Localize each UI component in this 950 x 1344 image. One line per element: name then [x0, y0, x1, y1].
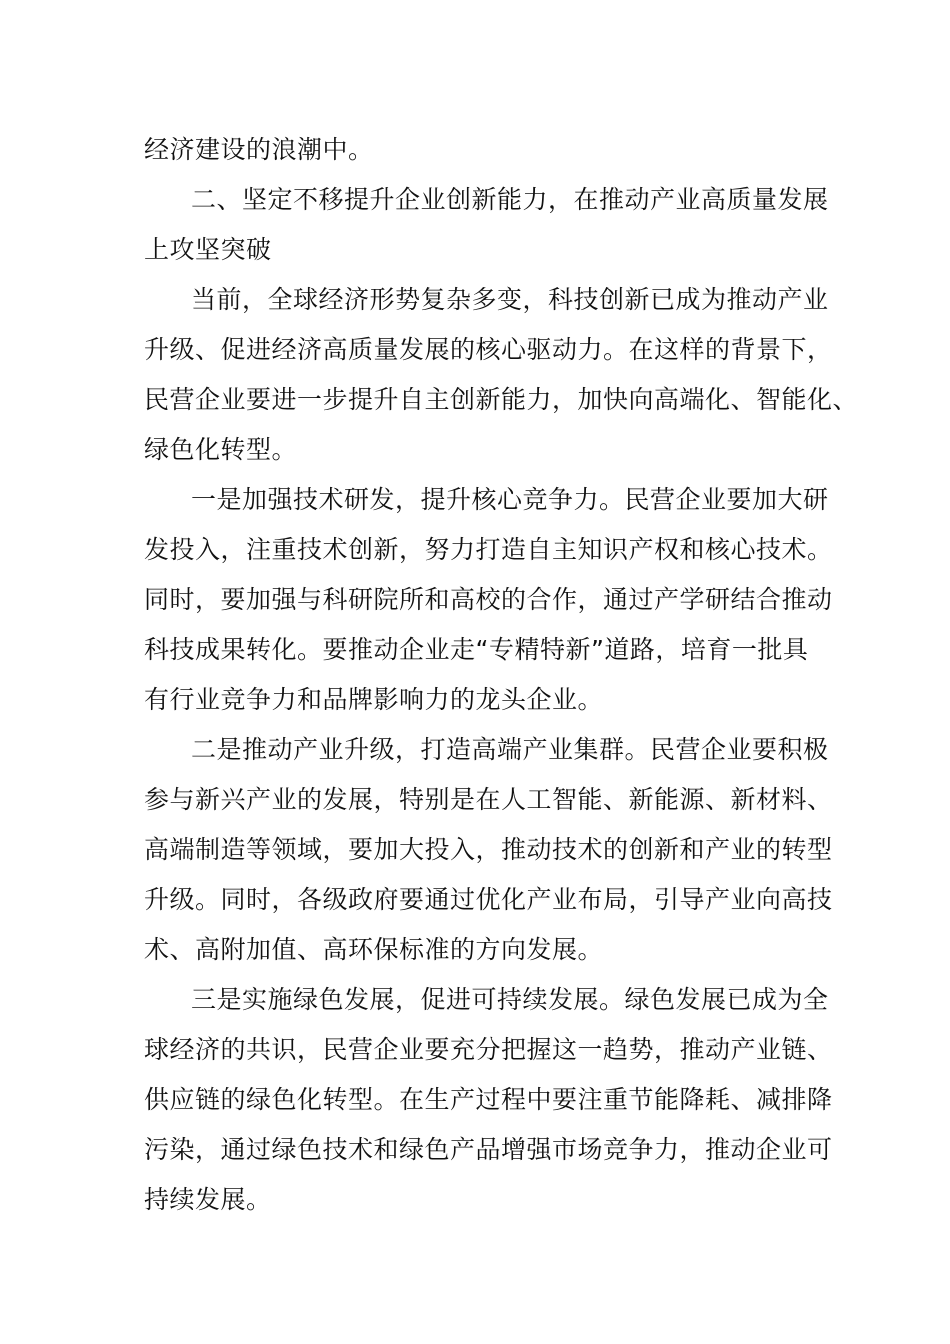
text-line: 有行业竞争力和品牌影响力的龙头企业。: [144, 685, 604, 714]
section-heading-line: 二、坚定不移提升企业创新能力，在推动产业高质量发展: [191, 185, 829, 214]
text-line: 科技成果转化。要推动企业走“专精特新”道路，培育一批具: [144, 635, 809, 664]
text-line: 经济建设的浪潮中。: [144, 135, 374, 164]
text-line: 二是推动产业升级，打造高端产业集群。民营企业要积极: [191, 735, 829, 764]
text-line: 污染，通过绿色技术和绿色产品增强市场竞争力，推动企业可: [144, 1135, 833, 1164]
text-line: 升级、促进经济高质量发展的核心驱动力。在这样的背景下，: [144, 335, 833, 364]
text-line: 术、高附加值、高环保标准的方向发展。: [144, 935, 604, 964]
text-line: 当前，全球经济形势复杂多变，科技创新已成为推动产业: [191, 285, 829, 314]
text-line: 一是加强技术研发，提升核心竞争力。民营企业要加大研: [191, 485, 829, 514]
text-line: 民营企业要进一步提升自主创新能力，加快向高端化、智能化、: [144, 385, 859, 414]
text-line: 同时，要加强与科研院所和高校的合作，通过产学研结合推动: [144, 585, 833, 614]
text-line: 参与新兴产业的发展，特别是在人工智能、新能源、新材料、: [144, 785, 833, 814]
text-line: 持续发展。: [144, 1185, 272, 1214]
text-line: 发投入，注重技术创新，努力打造自主知识产权和核心技术。: [144, 535, 833, 564]
text-line: 供应链的绿色化转型。在生产过程中要注重节能降耗、减排降: [144, 1085, 833, 1114]
text-line: 升级。同时，各级政府要通过优化产业布局，引导产业向高技: [144, 885, 833, 914]
text-line: 三是实施绿色发展，促进可持续发展。绿色发展已成为全: [191, 985, 829, 1014]
section-heading-line: 上攻坚突破: [144, 235, 272, 264]
text-line: 高端制造等领域，要加大投入，推动技术的创新和产业的转型: [144, 835, 833, 864]
text-line: 绿色化转型。: [144, 435, 298, 464]
text-line: 球经济的共识，民营企业要充分把握这一趋势，推动产业链、: [144, 1035, 833, 1064]
